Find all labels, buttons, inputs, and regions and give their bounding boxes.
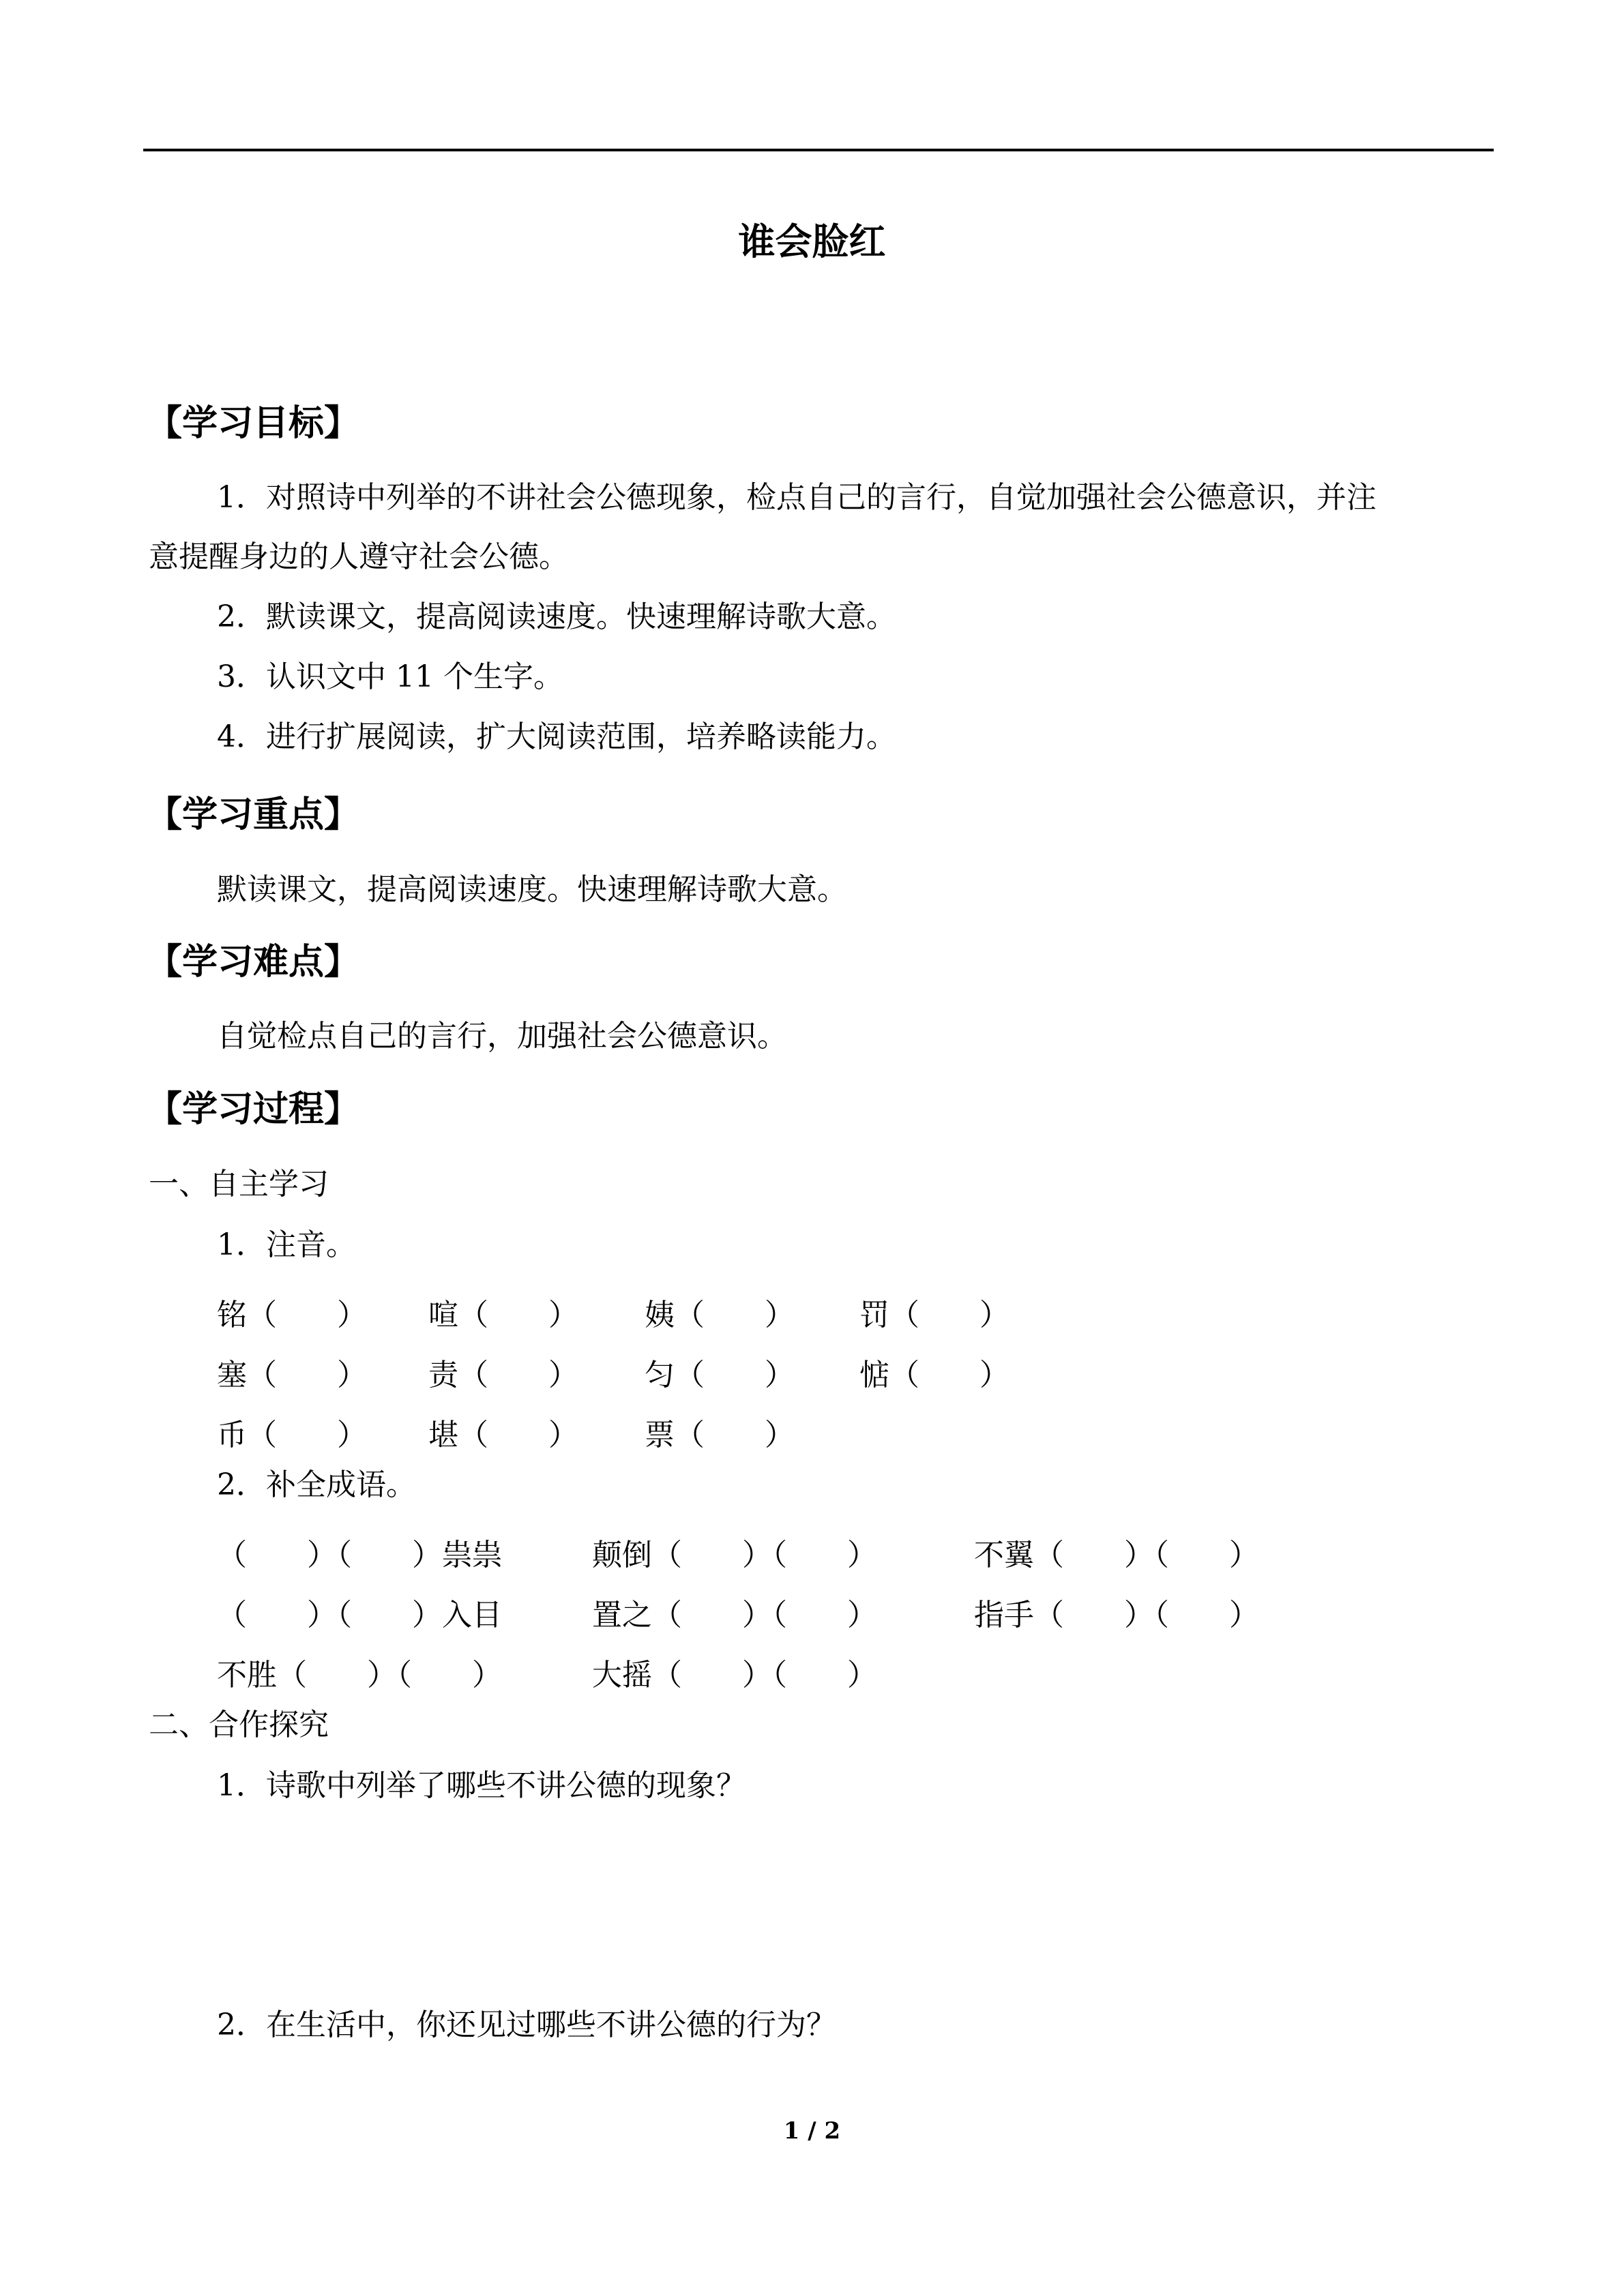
difficulties-text: 自觉检点自己的言行，加强社会公德意识。 bbox=[217, 1019, 787, 1054]
pinyin-item: 惦（ ） bbox=[859, 1358, 1009, 1392]
heading-difficulties: 【学习难点】 bbox=[147, 942, 360, 983]
goal-item-continued: 意提醒身边的人遵守社会公德。 bbox=[149, 539, 569, 574]
idiom-item: 不胜（ ）（ ） bbox=[217, 1658, 502, 1693]
pinyin-item: 票（ ） bbox=[645, 1418, 795, 1452]
pinyin-item: 币（ ） bbox=[217, 1418, 367, 1452]
goal-item: 1．对照诗中列举的不讲社会公德现象，检点自己的言行，自觉加强社会公德意识，并注 bbox=[217, 480, 1376, 515]
part1-label: 一、自主学习 bbox=[149, 1167, 329, 1202]
goal-item: 3．认识文中 11 个生字。 bbox=[217, 659, 563, 694]
idiom-item: 颠倒（ ）（ ） bbox=[592, 1538, 877, 1572]
pinyin-item: 铭（ ） bbox=[217, 1298, 367, 1332]
heading-key-points: 【学习重点】 bbox=[147, 794, 360, 835]
page-title: 谁会脸红 bbox=[738, 220, 886, 263]
pinyin-item: 堪（ ） bbox=[428, 1418, 578, 1452]
part2-question: 1．诗歌中列举了哪些不讲公德的现象？ bbox=[217, 1768, 746, 1803]
key-points-text: 默读课文，提高阅读速度。快速理解诗歌大意。 bbox=[217, 872, 847, 907]
idiom-item: 不翼（ ）（ ） bbox=[974, 1538, 1259, 1572]
part2-question: 2．在生活中，你还见过哪些不讲公德的行为？ bbox=[217, 2008, 836, 2042]
page-number: 1 / 2 bbox=[783, 2117, 841, 2145]
idiom-item: （ ）（ ）入目 bbox=[217, 1598, 502, 1632]
goal-item: 2．默读课文，提高阅读速度。快速理解诗歌大意。 bbox=[217, 599, 896, 634]
idiom-item: （ ）（ ）祟祟 bbox=[217, 1538, 502, 1572]
pinyin-item: 罚（ ） bbox=[859, 1298, 1009, 1332]
pinyin-item: 匀（ ） bbox=[645, 1358, 795, 1392]
pinyin-item: 责（ ） bbox=[428, 1358, 578, 1392]
pinyin-item: 塞（ ） bbox=[217, 1358, 367, 1392]
idiom-item: 置之（ ）（ ） bbox=[592, 1598, 877, 1632]
goal-item: 4．进行扩展阅读，扩大阅读范围，培养略读能力。 bbox=[217, 719, 896, 754]
heading-process: 【学习过程】 bbox=[147, 1089, 360, 1130]
pinyin-item: 姨（ ） bbox=[645, 1298, 795, 1332]
heading-goals: 【学习目标】 bbox=[147, 403, 360, 444]
header-rule bbox=[143, 149, 1494, 151]
pinyin-item: 喧（ ） bbox=[428, 1298, 578, 1332]
part2-label: 二、合作探究 bbox=[149, 1708, 329, 1742]
q1-pinyin: 1．注音。 bbox=[217, 1227, 356, 1262]
q2-idioms: 2．补全成语。 bbox=[217, 1467, 416, 1502]
idiom-item: 指手（ ）（ ） bbox=[974, 1598, 1259, 1632]
idiom-item: 大摇（ ）（ ） bbox=[592, 1658, 877, 1693]
